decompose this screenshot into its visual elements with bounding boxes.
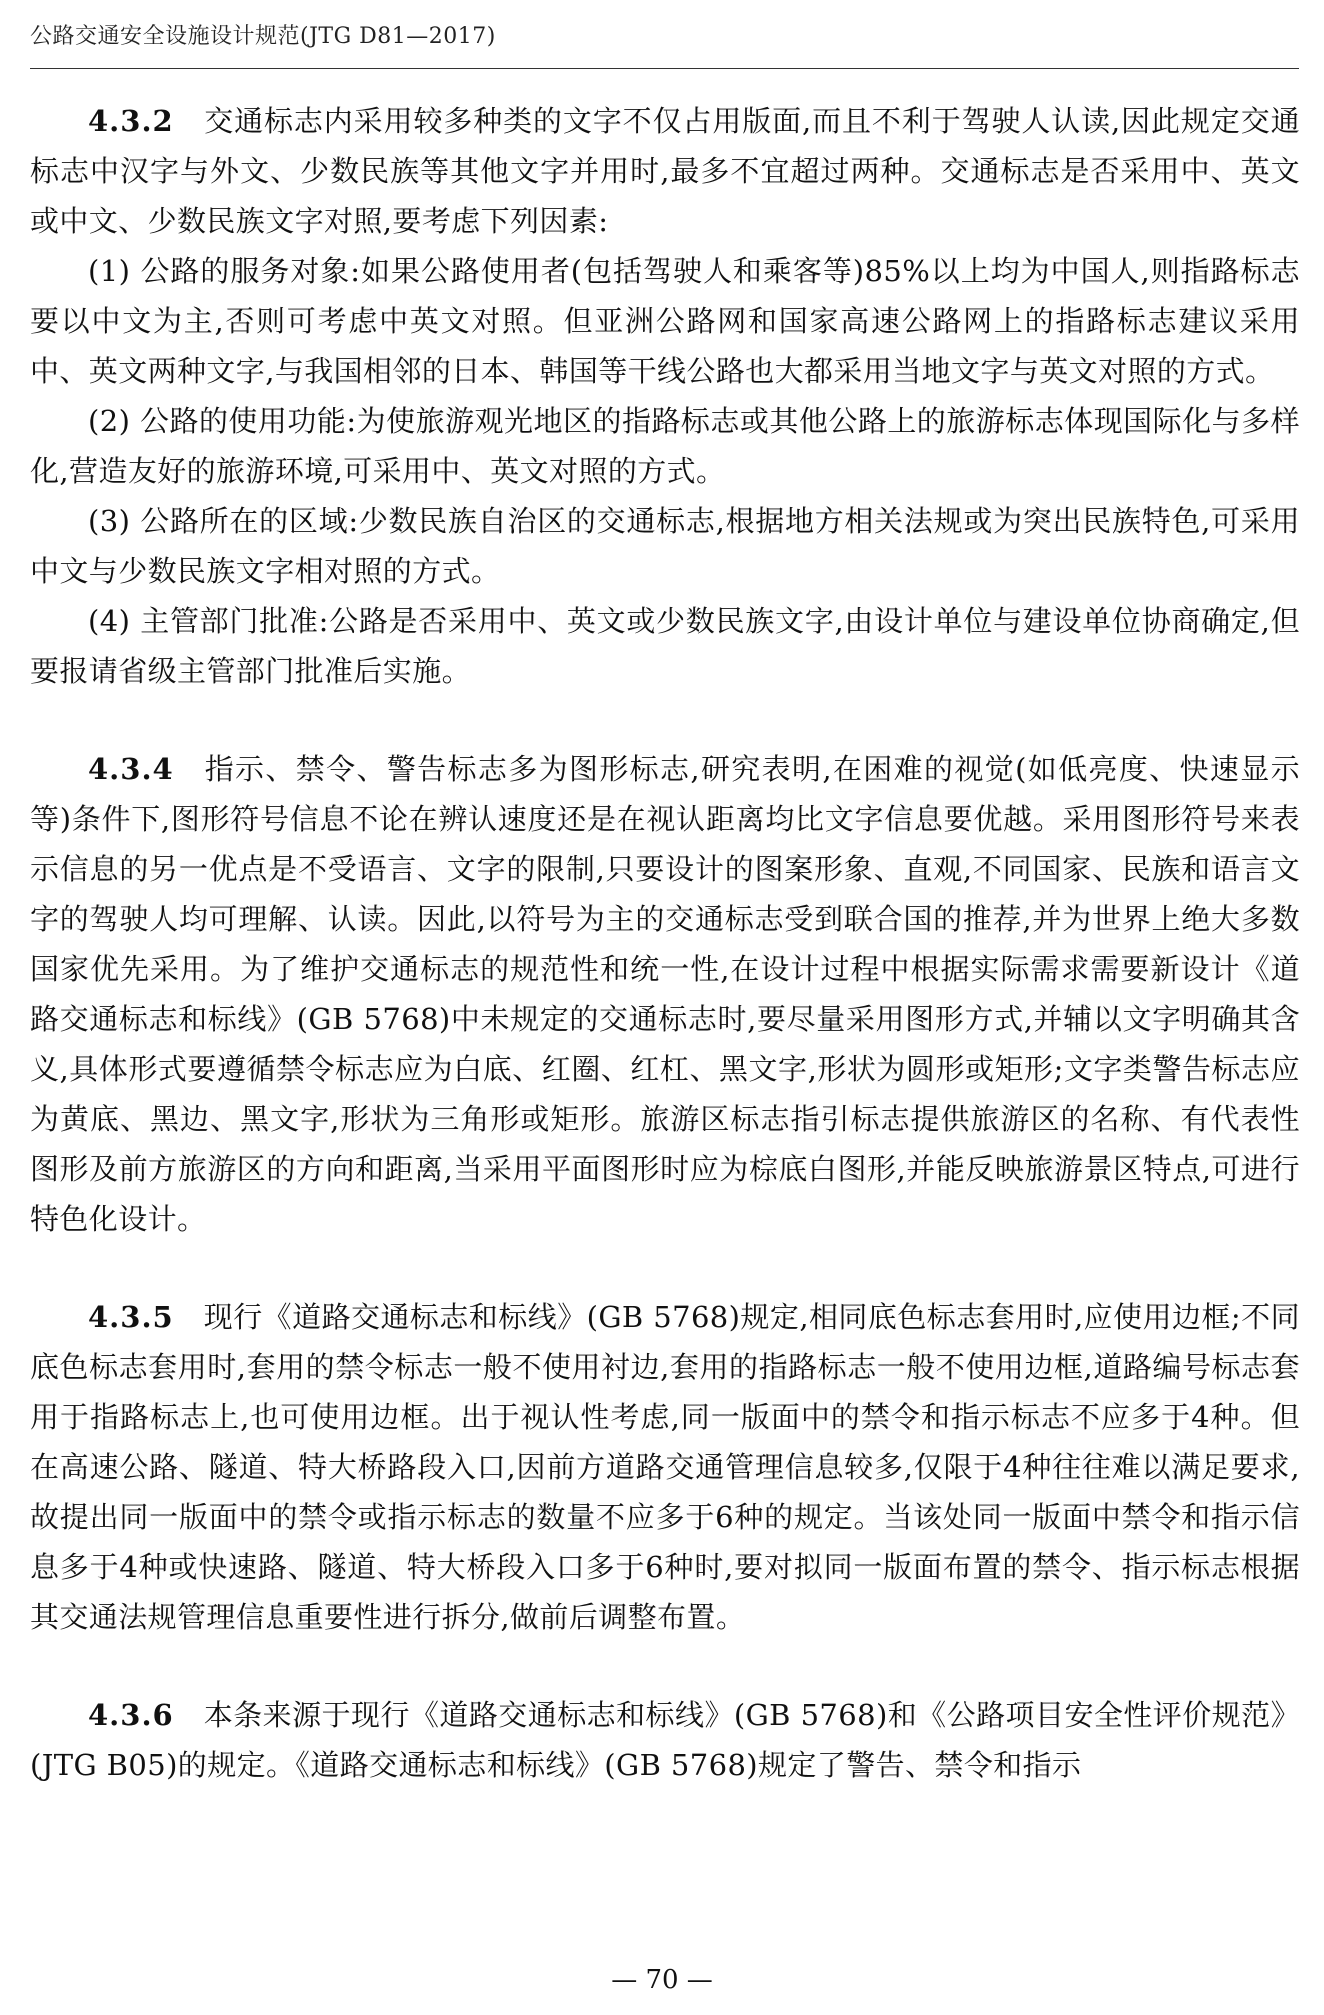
section-4-3-4 <box>30 744 1300 1244</box>
section-paragraph <box>30 96 1300 246</box>
section-text: 本条来源于现行《道路交通标志和标线》(GB 5768)和《公路项目安全性评价规范》(JTG B05)的规定。《道路交通标志和标线》(GB 5768)规定了警告、禁令和指示 <box>30 1698 1300 1782</box>
section-paragraph <box>30 1690 1300 1790</box>
section-number: 4.3.2 <box>88 104 174 138</box>
section-4-3-5 <box>30 1292 1300 1642</box>
list-item: (2) 公路的使用功能:为使旅游观光地区的指路标志或其他公路上的旅游标志体现国际化与多样化,营造友好的旅游环境,可采用中、英文对照的方式。 <box>30 404 1300 488</box>
section-number: 4.3.6 <box>88 1698 174 1732</box>
section-text: 指示、禁令、警告标志多为图形标志,研究表明,在困难的视觉(如低亮度、快速显示等)条件下,图形符号信息不论在辨认速度还是在视认距离均比文字信息要优越。采用图形符号来表示信息的另一优点是不受语言、文字的限制,只要设计的图案形象、直观,不同国家、民族和语言文字的驾驶人均可理解、认读。因此,以符号为主的交通标志受到联合国的推荐,并为世界上绝大多数国家优先采用。为了维护交通标志的规范性和统一性,在设计过程中根据实际需求需要新设计《道路交通标志和标线》(GB 5768)中未规定的交通标志时,要尽量采用图形方式,并辅以文字明确其含义,具体形式要遵循禁令标志应为白底、红圈、红杠、黑文字,形状为圆形或矩形;文字类警告标志应为黄底、黑边、黑文字,形状为三角形或矩形。旅游区标志指引标志提供旅游区的名称、有代表性图形及前方旅游区的方向和距离,当采用平面图形时应为棕底白图形,并能反映旅游景区特点,可进行特色化设计。 <box>30 752 1300 1236</box>
section-text: 交通标志内采用较多种类的文字不仅占用版面,而且不利于驾驶人认读,因此规定交通标志中汉字与外文、少数民族等其他文字并用时,最多不宜超过两种。交通标志是否采用中、英文或中文、少数民族文字对照,要考虑下列因素: <box>30 104 1300 238</box>
section-4-3-6 <box>30 1690 1300 1790</box>
list-item: (4) 主管部门批准:公路是否采用中、英文或少数民族文字,由设计单位与建设单位协商确定,但要报请省级主管部门批准后实施。 <box>30 604 1300 688</box>
section-paragraph <box>30 1292 1300 1642</box>
section-paragraph <box>30 744 1300 1244</box>
document-body <box>30 96 1300 1838</box>
page-number: — 70 — <box>611 1965 713 1995</box>
list-item: (3) 公路所在的区域:少数民族自治区的交通标志,根据地方相关法规或为突出民族特色,可采用中文与少数民族文字相对照的方式。 <box>30 504 1300 588</box>
section-number: 4.3.4 <box>88 752 174 786</box>
running-header: 公路交通安全设施设计规范(JTG D81—2017) <box>30 24 496 49</box>
section-text: 现行《道路交通标志和标线》(GB 5768)规定,相同底色标志套用时,应使用边框;不同底色标志套用时,套用的禁令标志一般不使用衬边,套用的指路标志一般不使用边框,道路编号标志套用于指路标志上,也可使用边框。出于视认性考虑,同一版面中的禁令和指示标志不应多于4种。但在高速公路、隧道、特大桥路段入口,因前方道路交通管理信息较多,仅限于4种往往难以满足要求,故提出同一版面中的禁令或指示标志的数量不应多于6种的规定。当该处同一版面中禁令和指示信息多于4种或快速路、隧道、特大桥段入口多于6种时,要对拟同一版面布置的禁令、指示标志根据其交通法规管理信息重要性进行拆分,做前后调整布置。 <box>30 1300 1300 1634</box>
list-item: (1) 公路的服务对象:如果公路使用者(包括驾驶人和乘客等)85%以上均为中国人,则指路标志要以中文为主,否则可考虑中英文对照。但亚洲公路网和国家高速公路网上的指路标志建议采用中、英文两种文字,与我国相邻的日本、韩国等干线公路也大都采用当地文字与英文对照的方式。 <box>30 254 1300 388</box>
section-4-3-2 <box>30 96 1300 696</box>
section-number: 4.3.5 <box>88 1300 174 1334</box>
header-divider <box>30 68 1299 69</box>
